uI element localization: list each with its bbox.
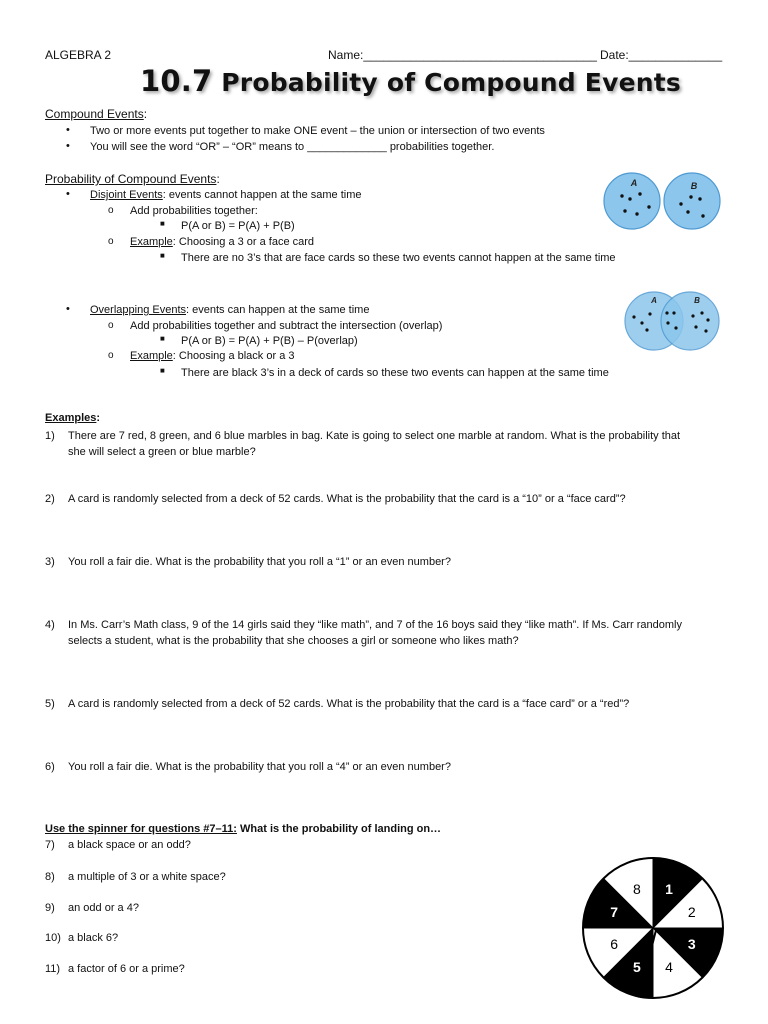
date-field[interactable]: Date:______________ [600, 48, 723, 62]
spinner-question-8 [45, 869, 545, 885]
question-number: 11) [45, 963, 61, 975]
question-number: 3) [45, 556, 55, 568]
bullet-dot: • [66, 188, 70, 200]
spinner-question-10 [45, 930, 545, 946]
question-text-line: In Ms. Carr’s Math class, 9 of the 14 girls said they “like math”, and 7 of the 16 boys said they “like math”. If Ms. Carr randomly [68, 619, 683, 631]
example-question-2 [45, 491, 745, 507]
disjoint-example [130, 236, 314, 248]
question-text-line: selects a student, what is the probability that she chooses a girl or someone who likes math? [68, 635, 519, 647]
compound-heading [45, 107, 147, 121]
overlapping-example [130, 350, 294, 362]
overlapping-example-text: : Choosing a black or a 3 [172, 350, 295, 362]
overlapping-venn-diagram [620, 290, 726, 352]
example-question-5 [45, 696, 745, 712]
question-number: 4) [45, 619, 55, 631]
sub-bullet-circle: o [108, 236, 114, 247]
spinner-label-4: 4 [665, 958, 673, 975]
venn-label-b: B [694, 296, 700, 305]
overlapping-example-label: Example [130, 350, 173, 362]
bullet-dot: • [66, 140, 70, 152]
question-text-line: You roll a fair die. What is the probability that you roll a “1” or an even number? [68, 556, 451, 568]
venn-label-a: A [630, 178, 638, 188]
compound-bullet-1: Two or more events put together to make ONE event – the union or intersection of two events [90, 125, 545, 137]
question-number: 1) [45, 430, 55, 442]
question-text-line: a black space or an odd? [68, 839, 191, 851]
question-number: 7) [45, 839, 55, 851]
disjoint-term: Disjoint Events [90, 189, 163, 201]
sub-bullet-circle: o [108, 205, 114, 216]
spinner-label-2: 2 [687, 903, 696, 920]
spinner-label-3: 3 [687, 936, 696, 953]
examples-heading-colon: : [96, 412, 101, 424]
spinner-label-7: 7 [610, 903, 619, 920]
spinner-heading-underlined: Use the spinner for questions #7–11: [45, 823, 237, 835]
overlapping-example-note: There are black 3’s in a deck of cards so these two events can happen at the same time [181, 367, 609, 379]
probability-heading-colon: : [216, 172, 220, 186]
probability-heading-text: Probability of Compound Events [45, 172, 217, 186]
venn-label-a: A [651, 296, 657, 305]
example-question-3 [45, 554, 745, 570]
bullet-dot: • [66, 124, 70, 136]
title-text: Probability of Compound Events [221, 68, 681, 97]
question-number: 8) [45, 871, 55, 883]
name-field[interactable]: Name:___________________________________ [328, 48, 597, 62]
course-label: ALGEBRA 2 [45, 48, 112, 62]
question-text-line: A card is randomly selected from a deck of 52 cards. What is the probability that the card is a “10” or a “face card”? [68, 493, 626, 505]
examples-heading-text: Examples [45, 412, 97, 424]
overlapping-desc: : events can happen at the same time [186, 304, 370, 316]
page-title [140, 64, 681, 98]
question-number: 10) [45, 932, 61, 944]
question-text-line: A card is randomly selected from a deck of 52 cards. What is the probability that the card is a “face card” or a “red”? [68, 698, 630, 710]
question-text-line: There are 7 red, 8 green, and 6 blue marbles in bag. Kate is going to select one marble at random. What is the probability that [68, 430, 681, 442]
probability-heading [45, 172, 220, 186]
question-number: 6) [45, 761, 55, 773]
bullet-dot: • [66, 303, 70, 315]
overlapping-line [90, 304, 369, 316]
spinner-heading-rest: What is the probability of landing on… [236, 823, 442, 835]
question-text-line: You roll a fair die. What is the probability that you roll a “4” or an even number? [68, 761, 451, 773]
example-question-1 [45, 428, 745, 460]
overlapping-term: Overlapping Events [90, 304, 186, 316]
spinner-heading [45, 823, 441, 835]
spinner-question-7 [45, 837, 545, 853]
question-text-line: an odd or a 4? [68, 902, 139, 914]
question-text-line: a black 6? [68, 932, 119, 944]
overlapping-sub: Add probabilities together and subtract the intersection (overlap) [130, 320, 443, 332]
disjoint-example-text: : Choosing a 3 or a face card [172, 236, 315, 248]
question-text-line: a factor of 6 or a prime? [68, 963, 185, 975]
compound-bullet-2: You will see the word “OR” – “OR” means to _____________ probabilities together. [90, 141, 495, 153]
square-bullet: ■ [160, 251, 165, 260]
sub-bullet-circle: o [108, 320, 114, 331]
disjoint-sub: Add probabilities together: [130, 205, 258, 217]
question-text-line: a multiple of 3 or a white space? [68, 871, 226, 883]
spinner-label-5: 5 [633, 958, 641, 975]
disjoint-formula: P(A or B) = P(A) + P(B) [181, 220, 295, 232]
disjoint-venn-diagram [600, 170, 725, 234]
disjoint-example-note: There are no 3’s that are face cards so these two events cannot happen at the same time [181, 252, 616, 264]
disjoint-example-label: Example [130, 236, 173, 248]
compound-heading-colon: : [143, 107, 148, 121]
overlapping-formula: P(A or B) = P(A) + P(B) – P(overlap) [181, 335, 358, 347]
question-number: 9) [45, 902, 55, 914]
disjoint-line [90, 189, 362, 201]
venn-circle-b [661, 292, 719, 350]
spinner-label-6: 6 [610, 936, 619, 953]
square-bullet: ■ [160, 334, 165, 343]
spinner-question-11 [45, 961, 545, 977]
spinner-label-1: 1 [665, 881, 673, 898]
spinner-label-8: 8 [633, 881, 641, 898]
title-number: 10.7 [140, 64, 213, 98]
spinner-wheel [580, 852, 726, 1002]
question-number: 5) [45, 698, 55, 710]
example-question-4 [45, 617, 745, 649]
square-bullet: ■ [160, 219, 165, 228]
question-number: 2) [45, 493, 55, 505]
venn-label-b: B [690, 181, 698, 191]
compound-heading-text: Compound Events [45, 107, 144, 121]
question-text-line: she will select a green or blue marble? [68, 446, 256, 458]
square-bullet: ■ [160, 366, 165, 375]
disjoint-desc: : events cannot happen at the same time [162, 189, 362, 201]
example-question-6 [45, 759, 745, 775]
examples-heading [45, 412, 100, 424]
spinner-question-9 [45, 900, 545, 916]
sub-bullet-circle: o [108, 350, 114, 361]
